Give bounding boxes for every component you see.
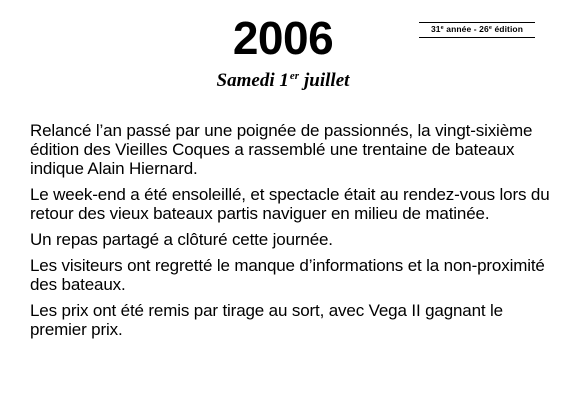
event-date — [0, 69, 566, 95]
date-ordinal-suffix: er — [289, 70, 300, 82]
article-paragraph: Relancé l’an passé par une poignée de passionnés, la vingt-sixième édition des Vieilles Coques a rassemblé une trentaine de bateaux indique Alain Hiernard. — [30, 121, 533, 178]
year-count-label: année - — [443, 24, 480, 34]
edition-count-suffix: e — [488, 25, 492, 31]
article-paragraph: Le week-end a été ensoleillé, et spectacle était au rendez-vous lors du retour des vieux bateaux partis naviguer en milieu de matinée. — [30, 185, 550, 223]
page-title-year: 2006 — [232, 12, 334, 64]
edition-count-label: édition — [492, 24, 524, 34]
edition-badge — [419, 22, 535, 38]
article-paragraph: Les visiteurs ont regretté le manque d’informations et la non-proximité des bateaux. — [30, 256, 545, 294]
article-paragraph: Un repas partagé a clôturé cette journée. — [30, 230, 333, 249]
edition-count: 26 — [479, 24, 489, 34]
year-count: 31 — [430, 24, 441, 34]
date-month: juillet — [304, 70, 350, 91]
article-paragraph: Les prix ont été remis par tirage au sort, avec Vega II gagnant le premier prix. — [30, 301, 503, 339]
date-day: Samedi 1 — [216, 70, 289, 91]
year-count-suffix: e — [440, 25, 444, 31]
article-body — [30, 121, 550, 346]
